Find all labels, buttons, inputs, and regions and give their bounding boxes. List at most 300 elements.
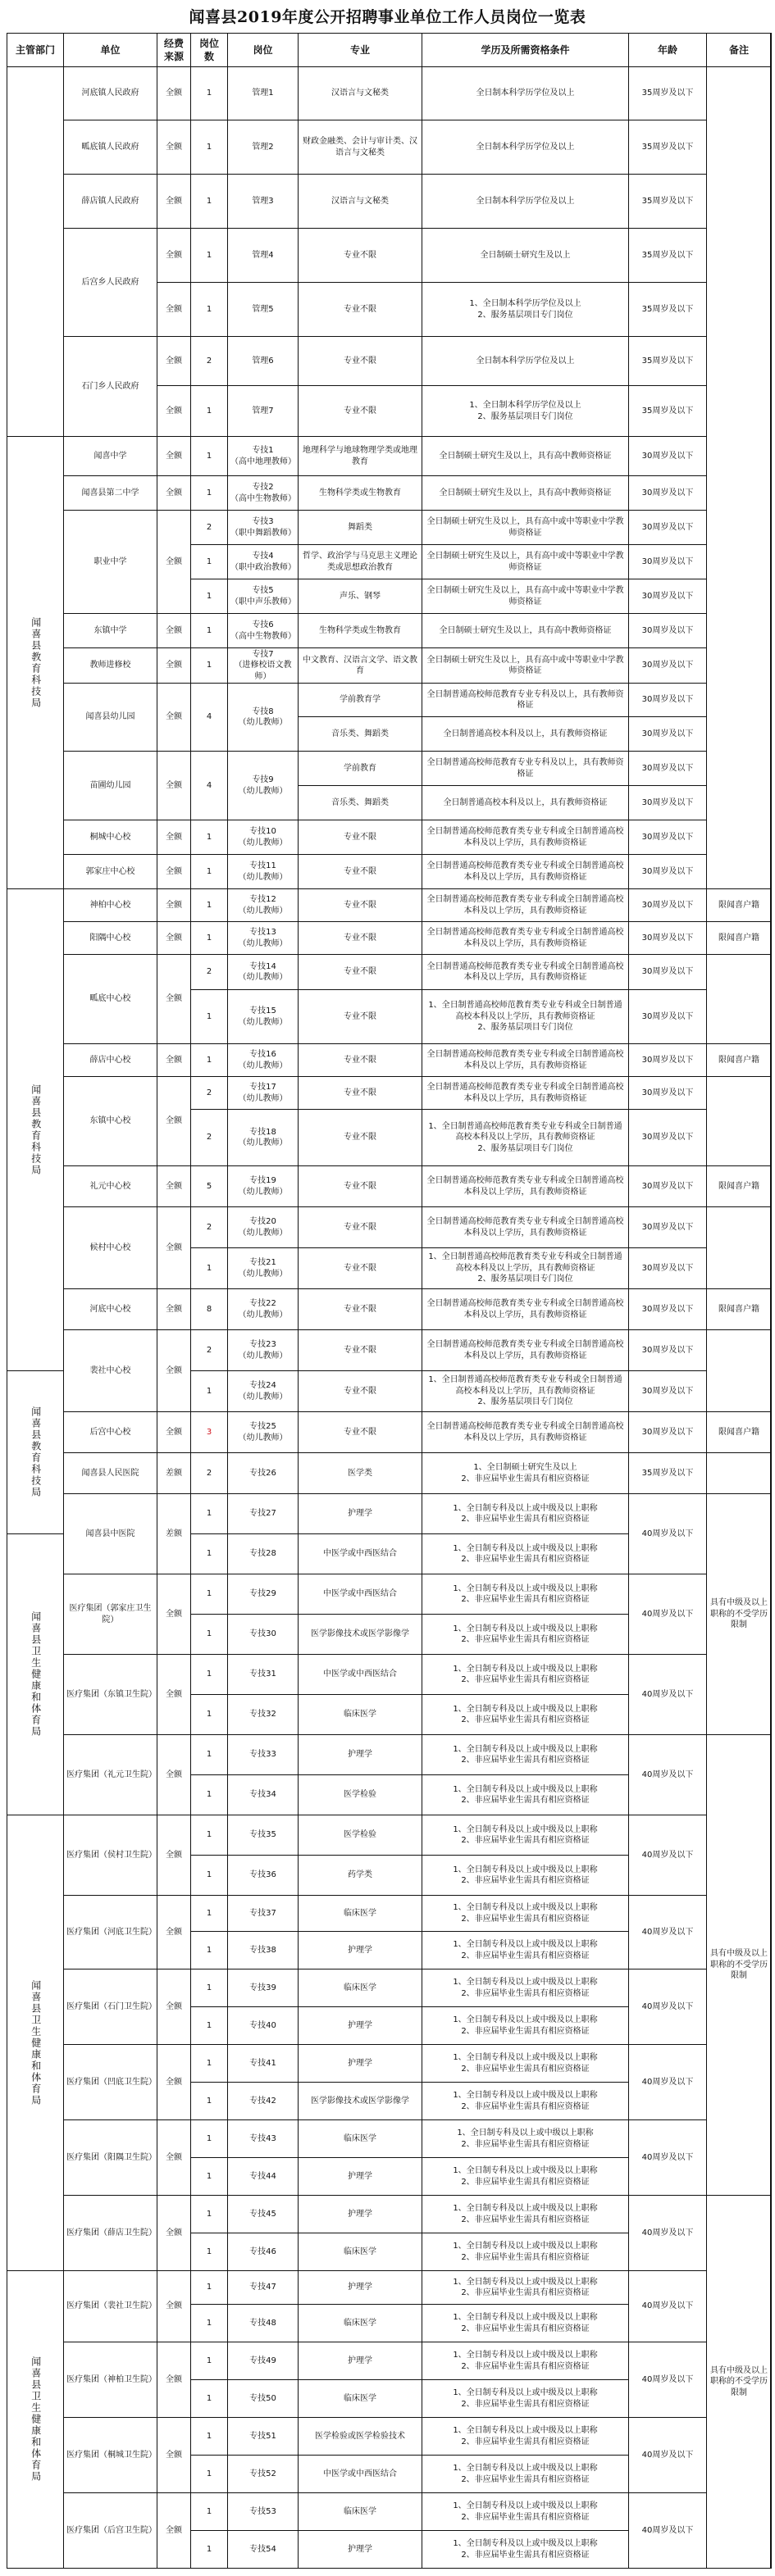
requirements: 1、全日制专科及以上或中级及以上职称 2、非应届毕业生需具有相应资格证 (422, 2157, 629, 2196)
remarks: 限闻喜户籍 (706, 888, 772, 922)
requirements: 1、全日制硕士研究生及以上 2、非应届毕业生需具有相应资格证 (422, 1452, 629, 1494)
column-header: 年龄 (628, 33, 707, 67)
requirements: 1、全日制专科及以上或中级及以上职称 2、非应届毕业生需具有相应资格证 (422, 1855, 629, 1896)
position-count: 1 (190, 120, 228, 175)
unit-name: 裴社中心校 (63, 1329, 157, 1412)
position-code: 专技52 (227, 2455, 299, 2493)
position-code: 专技29 (227, 1574, 299, 1615)
position-code: 专技49 (227, 2342, 299, 2380)
requirements: 全日制普通高校师范教育类专业专科或全日制普通高校本科及以上学历，具有教师资格证 (422, 954, 629, 990)
funding-source: 全额 (157, 2119, 191, 2196)
position-code: 专技16 （幼儿教师） (227, 1043, 299, 1077)
unit-name: 畖底镇人民政府 (63, 120, 157, 175)
position-count: 1 (190, 921, 228, 955)
unit-name: 郭家庄中心校 (63, 854, 157, 889)
major: 临床医学 (298, 1969, 422, 2007)
position-count: 1 (190, 475, 228, 511)
unit-name: 医疗集团（桐城卫生院） (63, 2417, 157, 2493)
major: 护理学 (298, 2342, 422, 2380)
position-count: 2 (190, 1452, 228, 1494)
position-count: 1 (190, 2270, 228, 2305)
unit-name: 医疗集团（河底卫生院） (63, 1895, 157, 1969)
position-code: 专技37 (227, 1895, 299, 1932)
major: 财政金融类、会计与审计类、汉语言与文秘类 (298, 120, 422, 175)
requirements: 1、全日制专科及以上或中级及以上职称 2、非应届毕业生需具有相应资格证 (422, 1774, 629, 1815)
requirements: 全日制硕士研究生及以上，具有高中或中等职业中学教师资格证 (422, 647, 629, 684)
age-limit: 30周岁及以下 (628, 820, 707, 855)
position-count: 4 (190, 683, 228, 752)
major: 专业不限 (298, 854, 422, 889)
department-cell (7, 888, 64, 1371)
funding-source: 全额 (157, 66, 191, 120)
requirements: 全日制普通高校师范教育类专业专科或全日制普通高校本科及以上学历，具有教师资格证 (422, 1076, 629, 1110)
major: 中医学或中西医结合 (298, 2455, 422, 2493)
remarks (706, 1452, 772, 1494)
position-code: 专技3 （职中舞蹈教师） (227, 510, 299, 545)
major: 专业不限 (298, 1043, 422, 1077)
department-cell (7, 66, 64, 437)
unit-name: 薛店中心校 (63, 1043, 157, 1077)
major: 地理科学与地球物理学类或地理教育 (298, 436, 422, 476)
remarks: 限闻喜户籍 (706, 1288, 772, 1330)
age-limit: 35周岁及以下 (628, 385, 707, 437)
remarks (706, 66, 772, 889)
unit-name: 医疗集团（石门卫生院） (63, 1969, 157, 2045)
funding-source: 全额 (157, 1206, 191, 1289)
requirements: 1、全日制专科及以上或中级及以上职称 2、非应届毕业生需具有相应资格证 (422, 2342, 629, 2380)
requirements: 全日制普通高校师范教育类专业专科或全日制普通高校本科及以上学历，具有教师资格证 (422, 1043, 629, 1077)
major: 医学影像技术或医学影像学 (298, 1614, 422, 1655)
funding-source: 全额 (157, 228, 191, 283)
unit-name: 候村中心校 (63, 1206, 157, 1289)
requirements: 全日制硕士研究生及以上 (422, 228, 629, 283)
position-code: 专技1 （高中地理教师） (227, 436, 299, 476)
requirements: 1、全日制专科及以上或中级及以上职称 2、非应届毕业生需具有相应资格证 (422, 1895, 629, 1932)
department-label: 闻喜县卫生健康和体育局 (30, 1979, 42, 2106)
position-count: 1 (190, 544, 228, 579)
position-code: 专技22 （幼儿教师） (227, 1288, 299, 1330)
requirements: 全日制普通高校师范教育类专业专科或全日制普通高校本科及以上学历，具有教师资格证 (422, 1206, 629, 1248)
major: 护理学 (298, 2195, 422, 2233)
major: 生物科学类或生物教育 (298, 613, 422, 648)
funding-source: 全额 (157, 282, 191, 337)
unit-name: 闻喜县中医院 (63, 1493, 157, 1574)
column-header: 备注 (706, 33, 772, 67)
position-count: 1 (190, 613, 228, 648)
position-count: 1 (190, 66, 228, 120)
position-code: 专技28 (227, 1533, 299, 1574)
age-limit: 30周岁及以下 (628, 1109, 707, 1166)
unit-name: 教师进修校 (63, 647, 157, 684)
position-code: 专技36 (227, 1855, 299, 1896)
position-code: 专技6 （高中生物教师） (227, 613, 299, 648)
position-count: 1 (190, 2530, 228, 2569)
position-count: 4 (190, 751, 228, 820)
unit-name: 医疗集团（神柏卫生院） (63, 2342, 157, 2418)
position-code: 专技40 (227, 2006, 299, 2045)
major: 护理学 (298, 2530, 422, 2569)
position-code: 专技13 （幼儿教师） (227, 921, 299, 955)
position-count: 2 (190, 1329, 228, 1371)
major: 专业不限 (298, 820, 422, 855)
requirements: 全日制普通高校师范教育类专业专科或全日制普通高校本科及以上学历，具有教师资格证 (422, 1288, 629, 1330)
department-label: 闻喜县教育科技局 (30, 1406, 42, 1498)
position-count: 2 (190, 336, 228, 386)
funding-source: 全额 (157, 1288, 191, 1330)
column-header: 主管部门 (7, 33, 64, 67)
major: 专业不限 (298, 228, 422, 283)
requirements: 全日制普通高校师范教育专业专科及以上，具有教师资格证 (422, 751, 629, 786)
column-header: 经费 来源 (157, 33, 191, 67)
funding-source: 全额 (157, 475, 191, 511)
remarks (706, 1076, 772, 1166)
position-code: 专技25 （幼儿教师） (227, 1411, 299, 1453)
department-label: 闻喜县卫生健康和体育局 (30, 2356, 42, 2483)
major: 中医学或中西医结合 (298, 1654, 422, 1695)
position-code: 专技23 （幼儿教师） (227, 1329, 299, 1371)
unit-name: 医疗集团（阳隅卫生院） (63, 2119, 157, 2196)
position-count: 1 (190, 1931, 228, 1969)
unit-name: 石门乡人民政府 (63, 336, 157, 437)
department-cell (7, 1533, 64, 1815)
funding-source: 全额 (157, 174, 191, 229)
position-code: 专技9 （幼儿教师） (227, 751, 299, 820)
position-count: 1 (190, 2157, 228, 2196)
requirements: 全日制本科学历学位及以上 (422, 120, 629, 175)
position-code: 专技34 (227, 1774, 299, 1815)
major: 专业不限 (298, 1206, 422, 1248)
position-count: 1 (190, 1774, 228, 1815)
requirements: 1、全日制普通高校师范教育类专业专科或全日制普通高校本科及以上学历，具有教师资格证 2、服务基层项目专门岗位 (422, 1247, 629, 1289)
position-code: 专技7 （进修校语文教师） (227, 647, 299, 684)
major: 专业不限 (298, 1411, 422, 1453)
remarks (706, 1206, 772, 1289)
remarks: 限闻喜户籍 (706, 1165, 772, 1207)
major: 临床医学 (298, 1895, 422, 1932)
unit-name: 医疗集团（郭家庄卫生院） (63, 1574, 157, 1655)
unit-name: 闻喜中学 (63, 436, 157, 476)
age-limit: 30周岁及以下 (628, 888, 707, 922)
column-header: 岗位 (227, 33, 299, 67)
position-count: 1 (190, 282, 228, 337)
position-code: 专技46 (227, 2233, 299, 2271)
requirements: 全日制普通高校师范教育类专业专科或全日制普通高校本科及以上学历，具有教师资格证 (422, 921, 629, 955)
age-limit: 30周岁及以下 (628, 854, 707, 889)
age-limit: 40周岁及以下 (628, 1654, 707, 1735)
unit-name: 后宫中心校 (63, 1411, 157, 1453)
age-limit: 30周岁及以下 (628, 1076, 707, 1110)
age-limit: 30周岁及以下 (628, 1329, 707, 1371)
unit-name: 礼元中心校 (63, 1165, 157, 1207)
position-count: 1 (190, 174, 228, 229)
age-limit: 35周岁及以下 (628, 66, 707, 120)
remarks: 具有中级及以上职称的不受学历限制 (706, 2195, 772, 2569)
position-code: 专技5 （职中声乐教师） (227, 579, 299, 614)
requirements: 1、全日制专科及以上或中级及以上职称 2、非应届毕业生需具有相应资格证 (422, 2270, 629, 2305)
requirements: 1、全日制专科及以上或中级及以上职称 2、非应届毕业生需具有相应资格证 (422, 1694, 629, 1735)
position-code: 专技21 （幼儿教师） (227, 1247, 299, 1289)
position-count: 1 (190, 1895, 228, 1932)
funding-source: 全额 (157, 385, 191, 437)
column-header: 岗位 数 (190, 33, 228, 67)
requirements: 1、全日制专科及以上或中级及以上职称 2、非应届毕业生需具有相应资格证 (422, 2044, 629, 2083)
age-limit: 30周岁及以下 (628, 647, 707, 684)
unit-name: 闻喜县幼儿园 (63, 683, 157, 752)
major: 护理学 (298, 1734, 422, 1775)
requirements: 1、全日制本科学历学位及以上 2、服务基层项目专门岗位 (422, 385, 629, 437)
funding-source: 全额 (157, 647, 191, 684)
major: 临床医学 (298, 2119, 422, 2158)
position-count: 1 (190, 2455, 228, 2493)
age-limit: 30周岁及以下 (628, 954, 707, 990)
position-code: 专技18 （幼儿教师） (227, 1109, 299, 1166)
funding-source: 全额 (157, 683, 191, 752)
major: 专业不限 (298, 989, 422, 1044)
position-code: 专技4 （职中政治教师） (227, 544, 299, 579)
major: 临床医学 (298, 2233, 422, 2271)
funding-source: 全额 (157, 2270, 191, 2342)
funding-source: 全额 (157, 1076, 191, 1166)
position-count: 8 (190, 1288, 228, 1330)
funding-source: 全额 (157, 1411, 191, 1453)
age-limit: 30周岁及以下 (628, 475, 707, 511)
position-code: 专技32 (227, 1694, 299, 1735)
age-limit: 40周岁及以下 (628, 1493, 707, 1574)
position-code: 管理5 (227, 282, 299, 337)
age-limit: 30周岁及以下 (628, 579, 707, 614)
major: 学前教育学 (298, 683, 422, 717)
unit-name: 闻喜县第二中学 (63, 475, 157, 511)
position-code: 专技31 (227, 1654, 299, 1695)
requirements: 全日制普通高校师范教育类专业专科或全日制普通高校本科及以上学历，具有教师资格证 (422, 1165, 629, 1207)
remarks: 具有中级及以上职称的不受学历限制 (706, 1734, 772, 2196)
age-limit: 40周岁及以下 (628, 2342, 707, 2418)
age-limit: 30周岁及以下 (628, 785, 707, 820)
remarks (706, 1329, 772, 1412)
position-code: 专技11 （幼儿教师） (227, 854, 299, 889)
position-count: 1 (190, 436, 228, 476)
major: 医学检验 (298, 1815, 422, 1856)
position-code: 专技26 (227, 1452, 299, 1494)
major: 专业不限 (298, 921, 422, 955)
age-limit: 40周岁及以下 (628, 2417, 707, 2493)
position-count: 2 (190, 1076, 228, 1110)
requirements: 1、全日制专科及以上或中级及以上职称 2、非应届毕业生需具有相应资格证 (422, 1931, 629, 1969)
major: 哲学、政治学与马克思主义理论类或思想政治教育 (298, 544, 422, 579)
unit-name: 桐城中心校 (63, 820, 157, 855)
position-code: 专技15 （幼儿教师） (227, 989, 299, 1044)
age-limit: 30周岁及以下 (628, 1288, 707, 1330)
major: 医学类 (298, 1452, 422, 1494)
requirements: 1、全日制专科及以上或中级及以上职称 2、非应届毕业生需具有相应资格证 (422, 1654, 629, 1695)
position-count: 1 (190, 647, 228, 684)
unit-name: 医疗集团（裴社卫生院） (63, 2270, 157, 2342)
requirements: 1、全日制专科及以上或中级及以上职称 2、非应届毕业生需具有相应资格证 (422, 2492, 629, 2531)
column-header: 学历及所需资格条件 (422, 33, 629, 67)
position-code: 专技19 （幼儿教师） (227, 1165, 299, 1207)
age-limit: 40周岁及以下 (628, 1574, 707, 1655)
major: 护理学 (298, 2157, 422, 2196)
age-limit: 40周岁及以下 (628, 2492, 707, 2569)
position-code: 专技53 (227, 2492, 299, 2531)
age-limit: 30周岁及以下 (628, 716, 707, 752)
requirements: 1、全日制专科及以上或中级及以上职称 2、非应届毕业生需具有相应资格证 (422, 2455, 629, 2493)
position-count: 3 (190, 1411, 228, 1453)
requirements: 全日制硕士研究生及以上，具有高中或中等职业中学教师资格证 (422, 579, 629, 614)
position-count: 1 (190, 2044, 228, 2083)
position-count: 1 (190, 1855, 228, 1896)
major: 专业不限 (298, 1288, 422, 1330)
requirements: 1、全日制专科及以上或中级及以上职称 2、非应届毕业生需具有相应资格证 (422, 2195, 629, 2233)
remarks (706, 954, 772, 1044)
column-header: 单位 (63, 33, 157, 67)
position-code: 专技27 (227, 1493, 299, 1534)
age-limit: 35周岁及以下 (628, 174, 707, 229)
position-count: 2 (190, 1109, 228, 1166)
requirements: 全日制普通高校师范教育类专业专科或全日制普通高校本科及以上学历，具有教师资格证 (422, 1411, 629, 1453)
unit-name: 医疗集团（礼元卫生院） (63, 1734, 157, 1815)
major: 专业不限 (298, 385, 422, 437)
funding-source: 全额 (157, 820, 191, 855)
age-limit: 40周岁及以下 (628, 2195, 707, 2271)
remarks: 限闻喜户籍 (706, 1411, 772, 1453)
unit-name: 医疗集团（东镇卫生院） (63, 1654, 157, 1735)
requirements: 全日制硕士研究生及以上，具有高中教师资格证 (422, 475, 629, 511)
page-title: 闻喜县2019年度公开招聘事业单位工作人员岗位一览表 (189, 8, 586, 26)
funding-source: 全额 (157, 1574, 191, 1655)
funding-source: 全额 (157, 1329, 191, 1412)
age-limit: 40周岁及以下 (628, 2119, 707, 2196)
major: 专业不限 (298, 888, 422, 922)
department-cell (7, 436, 64, 889)
position-code: 专技8 （幼儿教师） (227, 683, 299, 752)
requirements: 全日制普通高校师范教育类专业专科或全日制普通高校本科及以上学历，具有教师资格证 (422, 820, 629, 855)
major: 声乐、钢琴 (298, 579, 422, 614)
funding-source: 全额 (157, 921, 191, 955)
requirements: 1、全日制专科及以上或中级以上职称 2、非应届毕业生需具有相应资格证 (422, 2119, 629, 2158)
age-limit: 30周岁及以下 (628, 921, 707, 955)
requirements: 1、全日制专科及以上或中级及以上职称 2、非应届毕业生需具有相应资格证 (422, 2082, 629, 2120)
funding-source: 全额 (157, 854, 191, 889)
unit-name: 医疗集团（侯村卫生院） (63, 1815, 157, 1896)
position-count: 1 (190, 2342, 228, 2380)
position-code: 专技2 （高中生物教师） (227, 475, 299, 511)
unit-name: 薛店镇人民政府 (63, 174, 157, 229)
requirements: 全日制普通高校师范教育专业专科及以上，具有教师资格证 (422, 683, 629, 717)
position-count: 2 (190, 954, 228, 990)
position-count: 1 (190, 385, 228, 437)
position-code: 专技17 （幼儿教师） (227, 1076, 299, 1110)
age-limit: 30周岁及以下 (628, 1165, 707, 1207)
age-limit: 30周岁及以下 (628, 1247, 707, 1289)
position-count: 2 (190, 1206, 228, 1248)
requirements: 1、全日制本科学历学位及以上 2、服务基层项目专门岗位 (422, 282, 629, 337)
position-code: 专技38 (227, 1931, 299, 1969)
age-limit: 40周岁及以下 (628, 1895, 707, 1969)
age-limit: 30周岁及以下 (628, 436, 707, 476)
age-limit: 30周岁及以下 (628, 1206, 707, 1248)
major: 专业不限 (298, 1109, 422, 1166)
position-code: 管理4 (227, 228, 299, 283)
major: 中医学或中西医结合 (298, 1574, 422, 1615)
unit-name: 神柏中心校 (63, 888, 157, 922)
requirements: 全日制普通高校师范教育类专业专科或全日制普通高校本科及以上学历，具有教师资格证 (422, 854, 629, 889)
department-label: 闻喜县卫生健康和体育局 (30, 1611, 42, 1738)
unit-name: 医疗集团（凹底卫生院） (63, 2044, 157, 2120)
department-cell (7, 1370, 64, 1534)
position-code: 专技44 (227, 2157, 299, 2196)
major: 音乐类、舞蹈类 (298, 716, 422, 752)
position-count: 1 (190, 1043, 228, 1077)
requirements: 1、全日制专科及以上或中级及以上职称 2、非应届毕业生需具有相应资格证 (422, 2417, 629, 2456)
funding-source: 全额 (157, 1734, 191, 1815)
requirements: 1、全日制专科及以上或中级及以上职称 2、非应届毕业生需具有相应资格证 (422, 2379, 629, 2418)
major: 临床医学 (298, 1694, 422, 1735)
unit-name: 河底中心校 (63, 1288, 157, 1330)
position-count: 1 (190, 888, 228, 922)
major: 护理学 (298, 1493, 422, 1534)
position-code: 专技45 (227, 2195, 299, 2233)
funding-source: 全额 (157, 1654, 191, 1735)
funding-source: 全额 (157, 954, 191, 1044)
position-code: 专技41 (227, 2044, 299, 2083)
position-code: 专技24 （幼儿教师） (227, 1370, 299, 1412)
major: 临床医学 (298, 2492, 422, 2531)
position-count: 1 (190, 1815, 228, 1856)
age-limit: 30周岁及以下 (628, 1043, 707, 1077)
funding-source: 全额 (157, 436, 191, 476)
funding-source: 全额 (157, 1815, 191, 1896)
major: 生物科学类或生物教育 (298, 475, 422, 511)
position-count: 1 (190, 2417, 228, 2456)
age-limit: 30周岁及以下 (628, 1411, 707, 1453)
position-count: 1 (190, 2119, 228, 2158)
position-count: 1 (190, 1574, 228, 1615)
requirements: 1、全日制专科及以上或中级及以上职称 2、非应届毕业生需具有相应资格证 (422, 1815, 629, 1856)
unit-name: 畖底中心校 (63, 954, 157, 1044)
requirements: 1、全日制普通高校师范教育类专业专科或全日制普通高校本科及以上学历，具有教师资格证 2、服务基层项目专门岗位 (422, 1370, 629, 1412)
major: 中医学或中西医结合 (298, 1533, 422, 1574)
major: 专业不限 (298, 1370, 422, 1412)
position-code: 专技50 (227, 2379, 299, 2418)
requirements: 1、全日制专科及以上或中级及以上职称 2、非应届毕业生需具有相应资格证 (422, 2530, 629, 2569)
major: 医学检验或医学检验技术 (298, 2417, 422, 2456)
position-count: 1 (190, 2379, 228, 2418)
major: 医学影像技术或医学影像学 (298, 2082, 422, 2120)
requirements: 1、全日制专科及以上或中级及以上职称 2、非应届毕业生需具有相应资格证 (422, 1574, 629, 1615)
unit-name: 东镇中心校 (63, 1076, 157, 1166)
unit-name: 苗圃幼儿园 (63, 751, 157, 820)
position-code: 管理2 (227, 120, 299, 175)
requirements: 全日制普通高校本科及以上，具有教师资格证 (422, 716, 629, 752)
requirements: 1、全日制专科及以上或中级及以上职称 2、非应届毕业生需具有相应资格证 (422, 2304, 629, 2342)
age-limit: 30周岁及以下 (628, 751, 707, 786)
department-cell (7, 2270, 64, 2569)
unit-name: 后宫乡人民政府 (63, 228, 157, 337)
position-count: 1 (190, 1533, 228, 1574)
position-code: 专技48 (227, 2304, 299, 2342)
unit-name: 医疗集团（后宫卫生院） (63, 2492, 157, 2569)
department-label: 闻喜县教育科技局 (30, 616, 42, 709)
age-limit: 40周岁及以下 (628, 1734, 707, 1815)
funding-source: 全额 (157, 2195, 191, 2271)
position-count: 5 (190, 1165, 228, 1207)
requirements: 全日制硕士研究生及以上，具有高中或中等职业中学教师资格证 (422, 510, 629, 545)
remarks: 限闻喜户籍 (706, 921, 772, 955)
age-limit: 30周岁及以下 (628, 613, 707, 648)
position-count: 1 (190, 2195, 228, 2233)
position-count: 1 (190, 2233, 228, 2271)
